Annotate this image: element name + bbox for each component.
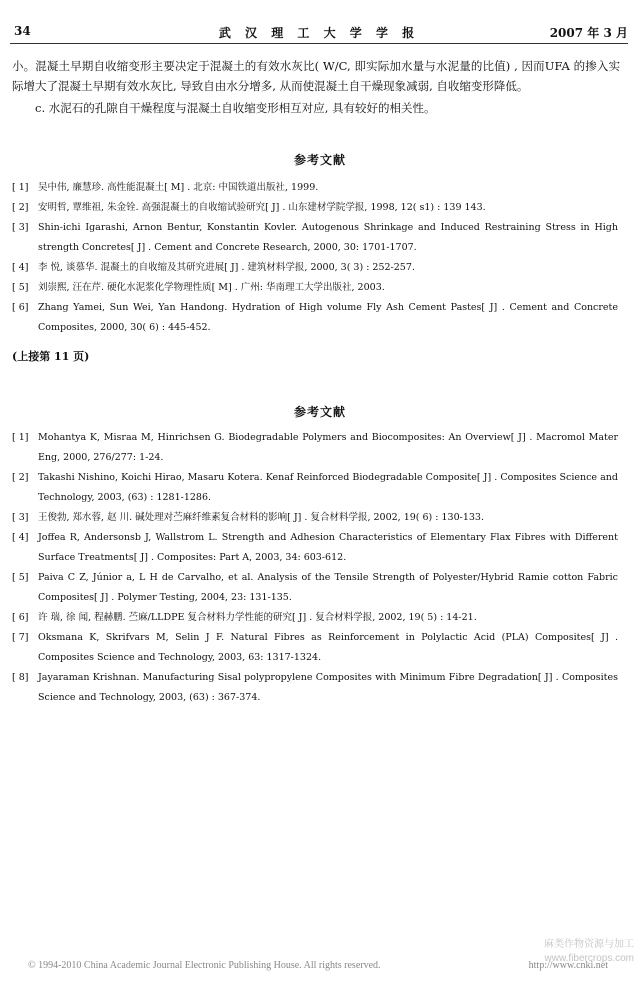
body-paragraph: 小。混凝土早期自收缩变形主要决定于混凝土的有效水灰比( W/C, 即实际加水量与水泥量的比值) , 因而UFA 的掺入实际增大了混凝土早期有效水灰比, 导致自由水分增多, 从而使混凝土自干燥现象减弱, 自收缩变形降低。 (12, 59, 620, 93)
body-paragraph: c. 水泥石的孔隙自干燥程度与混凝土自收缩变形相互对应, 具有较好的相关性。 (35, 101, 436, 115)
reference-item (12, 278, 618, 298)
reference-item (12, 298, 618, 338)
page-footer (28, 960, 632, 971)
reference-number: [ 3] (12, 222, 29, 233)
body-text (12, 56, 620, 118)
reference-text: 王俊勃, 郑水蓉, 赵 川. 碱处理对苎麻纤维素复合材料的影响[ J] . 复合材料学报, 2002, 19( 6) : 130-133. (38, 512, 484, 523)
reference-number: [ 6] (12, 612, 29, 623)
reference-item (12, 178, 618, 198)
reference-text: Takashi Nishino, Koichi Hirao, Masaru Kotera. Kenaf Reinforced Biodegradable Composite[ J] . Composites Science and Technology, 2003, (63) : 1281-1286. (38, 472, 618, 503)
reference-text: Shin-ichi Igarashi, Arnon Bentur, Konstantin Kovler. Autogenous Shrinkage and Induced Restraining Stress in High strength Concretes[ J] . Cement and Concrete Research, 2000, 30: 1701-1707. (38, 222, 618, 253)
continued-note: (上接第 11 页) (12, 350, 90, 363)
reference-text: 吴中伟, 廉慧珍. 高性能混凝土[ M] . 北京: 中国铁道出版社, 1999. (38, 182, 319, 193)
references-heading: 参考文献 (293, 153, 346, 167)
reference-item (12, 218, 618, 258)
reference-item (12, 198, 618, 218)
reference-item (12, 258, 618, 278)
reference-text: Zhang Yamei, Sun Wei, Yan Handong. Hydration of High volume Fly Ash Cement Pastes[ J] . Cement and Concrete Composites, 2000, 30( 6) : 445-452. (38, 302, 618, 333)
reference-number: [ 5] (12, 572, 29, 583)
reference-item (12, 528, 618, 568)
reference-text: Jayaraman Krishnan. Manufacturing Sisal polypropylene Composites with Minimum Fibre Degradation[ J] . Composites Science and Technology, 2003, (63) : 367-374. (38, 672, 618, 703)
reference-item (12, 468, 618, 508)
reference-number: [ 8] (12, 672, 29, 683)
reference-number: [ 7] (12, 632, 29, 643)
watermark-line: www.fibercrops.com (544, 953, 634, 964)
reference-number: [ 6] (12, 302, 29, 313)
reference-list-2 (12, 428, 618, 708)
reference-item (12, 628, 618, 668)
references-heading: 参考文献 (293, 405, 346, 419)
reference-text: 许 瑞, 徐 闻, 程赫鹏. 苎麻/LLDPE 复合材料力学性能的研究[ J] . 复合材料学报, 2002, 19( 5) : 14-21. (38, 612, 477, 623)
reference-item (12, 608, 618, 628)
reference-text: Mohantya K, Misraa M, Hinrichsen G. Biodegradable Polymers and Biocomposites: An Overview[ J] . Macromol Mater Eng, 2000, 276/277: 1-24. (38, 432, 618, 463)
header-rule (10, 43, 628, 44)
page-number: 34 (14, 24, 31, 38)
journal-title: 武 汉 理 工 大 学 学 报 (218, 26, 420, 40)
reference-number: [ 4] (12, 262, 29, 273)
reference-text: Joffea R, Andersonsb J, Wallstrom L. Strength and Adhesion Characteristics of Elementary Flax Fibres with Different Surface Treatments[ J] . Composites: Part A, 2003, 34: 603-612. (38, 532, 618, 563)
reference-list-1 (12, 178, 618, 338)
reference-text: 安明哲, 覃维祖, 朱金铨. 高强混凝土的自收缩试验研究[ J] . 山东建材学院学报, 1998, 12( s1) : 139 143. (38, 202, 486, 213)
reference-item (12, 508, 618, 528)
footer-link[interactable]: http://www.cnki.net (528, 960, 608, 971)
reference-number: [ 1] (12, 432, 29, 443)
copyright-notice: © 1994-2010 China Academic Journal Electronic Publishing House. All rights reserved. (28, 960, 381, 971)
reference-number: [ 4] (12, 532, 29, 543)
reference-item (12, 428, 618, 468)
reference-text: 刘崇熙, 汪在芹. 硬化水泥浆化学物理性质[ M] . 广州: 华南理工大学出版社, 2003. (38, 282, 385, 293)
reference-number: [ 2] (12, 202, 29, 213)
issue-date: 2007 年 3 月 (549, 26, 628, 40)
reference-item (12, 668, 618, 708)
reference-number: [ 1] (12, 182, 29, 193)
reference-text: 李 悦, 谈慕华. 混凝土的自收缩及其研究进展[ J] . 建筑材料学报, 2000, 3( 3) : 252-257. (38, 262, 415, 273)
watermark-line: 麻类作物资源与加工 (544, 939, 634, 950)
reference-item (12, 568, 618, 608)
reference-number: [ 5] (12, 282, 29, 293)
reference-number: [ 2] (12, 472, 29, 483)
page-header (10, 22, 628, 42)
reference-number: [ 3] (12, 512, 29, 523)
reference-text: Paiva C Z, Júnior a, L H de Carvalho, et al. Analysis of the Tensile Strength of Polyester/Hybrid Ramie cotton Fabric Composites[ J] . Polymer Testing, 2004, 23: 131-135. (38, 572, 618, 603)
reference-text: Oksmana K, Skrifvars M, Selin J F. Natural Fibres as Reinforcement in Polylactic Acid (PLA) Composites[ J] . Composites Science and Technology, 2003, 63: 1317-1324. (38, 632, 618, 663)
